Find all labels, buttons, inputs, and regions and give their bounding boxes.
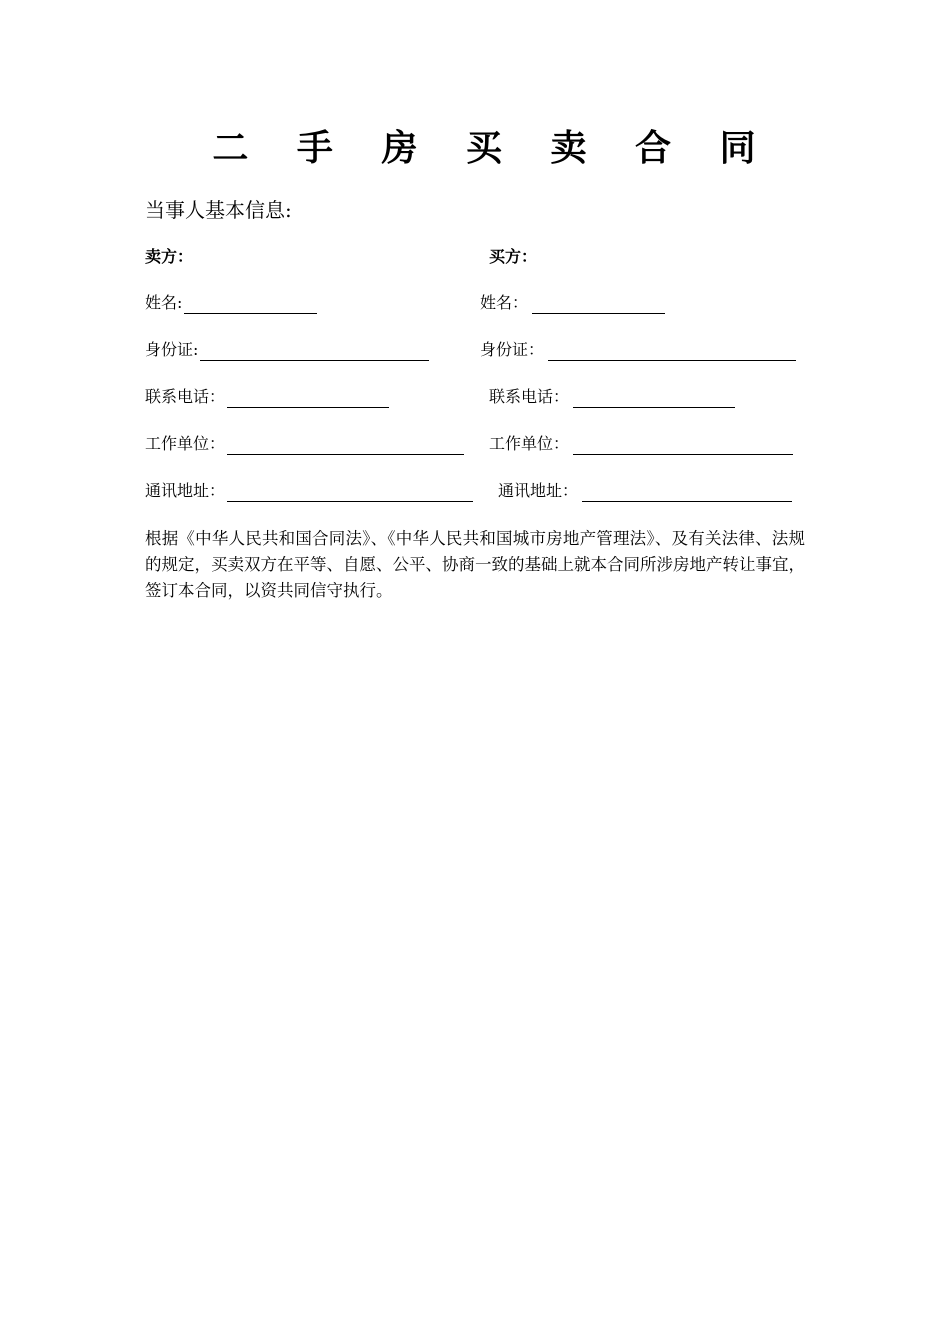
seller-address-blank-start[interactable] (227, 485, 245, 502)
buyer-phone-blank[interactable] (573, 391, 735, 408)
seller-employer-blank-thick[interactable] (417, 438, 464, 455)
buyer-label: 买方： (489, 247, 538, 266)
buyer-address-blank-thick[interactable] (744, 485, 792, 502)
section-heading: 当事人基本信息: (145, 198, 292, 222)
seller-label: 卖方： (145, 247, 194, 266)
buyer-employer-field (489, 433, 793, 455)
seller-phone-blank[interactable] (227, 391, 389, 408)
seller-id-blank-thick[interactable] (372, 344, 429, 361)
buyer-employer-blank-thick[interactable] (763, 438, 793, 455)
buyer-phone-field (489, 386, 735, 408)
buyer-employer-label: 工作单位： (489, 434, 570, 453)
buyer-address-field (498, 480, 792, 502)
page-title: 二 手 房 买 卖 合 同 (212, 128, 774, 169)
seller-id-blank[interactable] (200, 344, 372, 361)
buyer-id-blank[interactable] (548, 344, 672, 361)
seller-name-blank[interactable] (184, 297, 317, 314)
seller-phone-label: 联系电话： (145, 387, 226, 406)
buyer-name-field (480, 292, 665, 314)
buyer-id-blank-thick[interactable] (672, 344, 796, 361)
buyer-name-label: 姓名： (480, 293, 529, 312)
buyer-name-blank[interactable] (532, 297, 665, 314)
buyer-id-field (480, 339, 796, 361)
seller-name-field (145, 292, 317, 314)
seller-address-blank-thick[interactable] (425, 485, 473, 502)
seller-phone-field (145, 386, 389, 408)
seller-address-field (145, 480, 473, 502)
seller-id-label: 身份证: (145, 340, 199, 359)
buyer-employer-blank[interactable] (573, 438, 763, 455)
buyer-id-label: 身份证： (480, 340, 545, 359)
buyer-address-blank[interactable] (582, 485, 744, 502)
buyer-phone-label: 联系电话： (489, 387, 570, 406)
seller-address-label: 通讯地址： (145, 481, 226, 500)
seller-address-blank[interactable] (245, 485, 425, 502)
seller-name-label: 姓名: (145, 293, 183, 312)
seller-id-field (145, 339, 429, 361)
preamble-paragraph: 根据《中华人民共和国合同法》、《中华人民共和国城市房地产管理法》、及有关法律、法规的规定，买卖双方在平等、自愿、公平、协商一致的基础上就本合同所涉房地产转让事宜，签订本合同，以资共同信守执行。 (145, 529, 805, 600)
seller-employer-label: 工作单位： (145, 434, 226, 453)
seller-employer-blank[interactable] (227, 438, 417, 455)
buyer-address-label: 通讯地址： (498, 481, 579, 500)
seller-employer-field (145, 433, 464, 455)
